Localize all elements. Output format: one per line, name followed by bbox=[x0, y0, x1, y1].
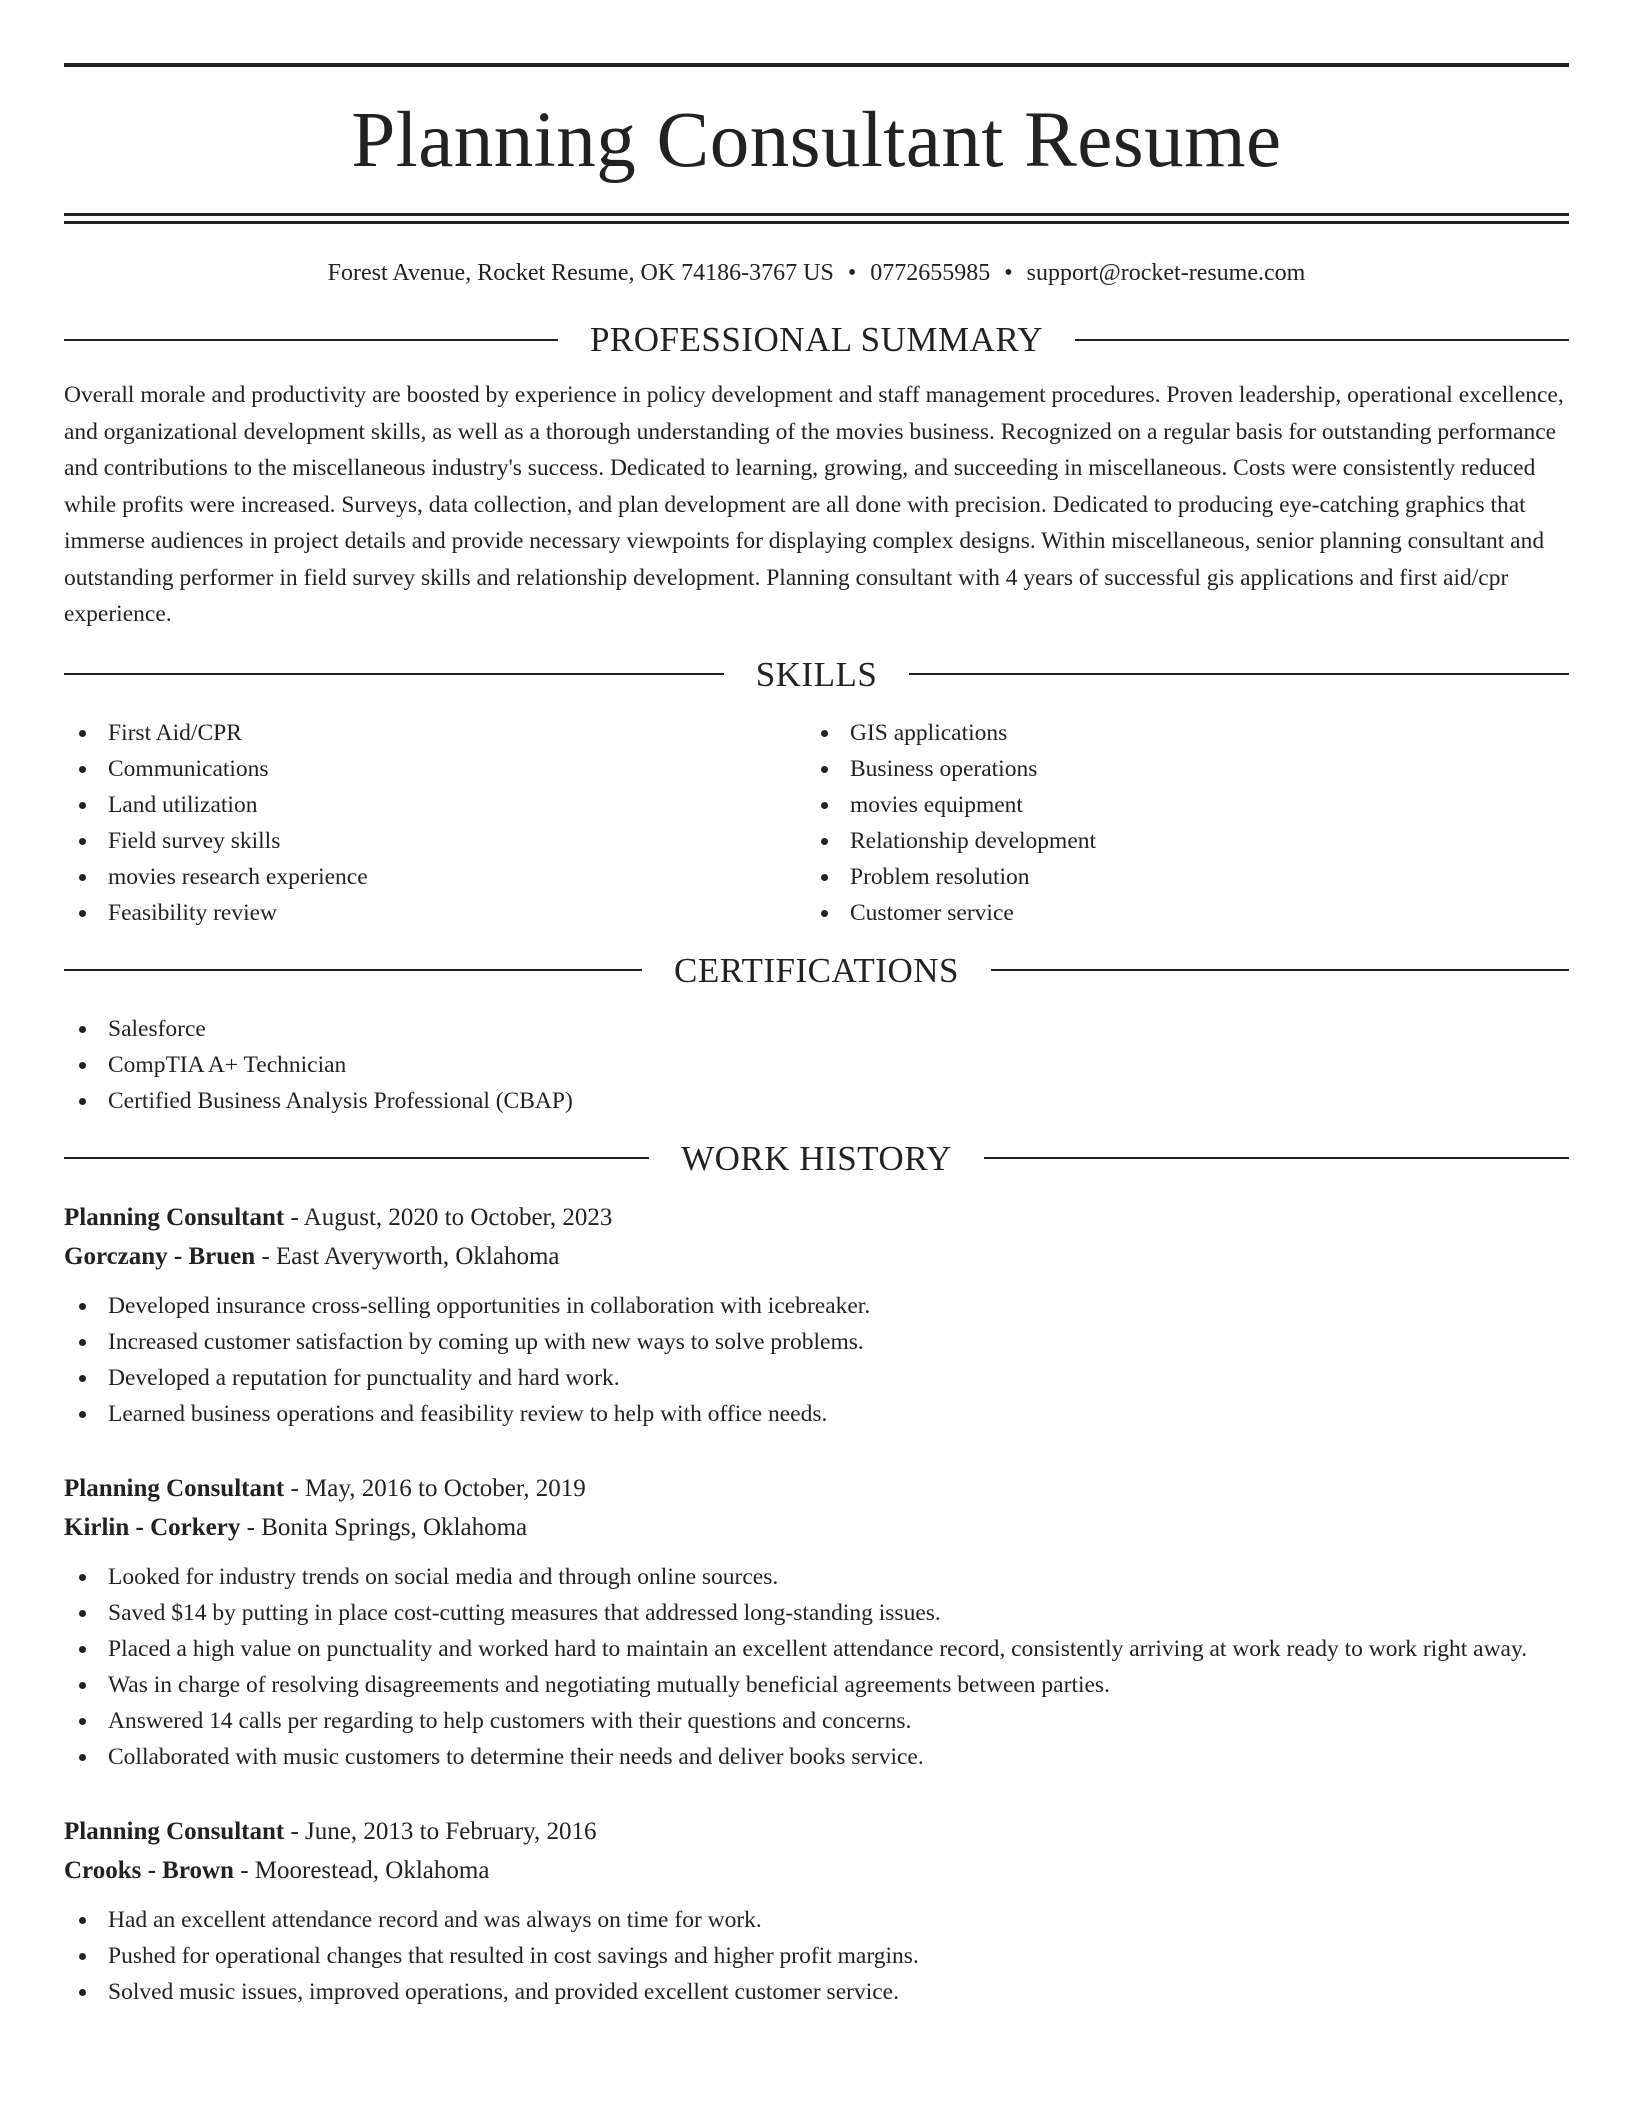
job-location: Bonita Springs, Oklahoma bbox=[261, 1513, 528, 1541]
job-company-line: Gorczany - Bruen - East Averyworth, Oklahoma bbox=[64, 1242, 560, 1270]
skill-item: movies research experience bbox=[64, 859, 806, 895]
certifications-list bbox=[64, 1011, 1569, 1119]
skill-item: Business operations bbox=[806, 751, 1548, 787]
job-duty-item: Was in charge of resolving disagreements and negotiating mutually beneficial agreements between parties. bbox=[64, 1667, 1569, 1703]
section-rule bbox=[64, 673, 724, 675]
contact-address: Forest Avenue, Rocket Resume, OK 74186-3767 US bbox=[327, 260, 834, 286]
job-duty-item: Increased customer satisfaction by coming up with new ways to solve problems. bbox=[64, 1324, 1569, 1360]
section-header-summary bbox=[64, 322, 1569, 357]
section-rule bbox=[984, 1157, 1569, 1159]
job-duty-item: Learned business operations and feasibility review to help with office needs. bbox=[64, 1396, 1569, 1432]
skill-item: Communications bbox=[64, 751, 806, 787]
job-location: East Averyworth, Oklahoma bbox=[276, 1242, 560, 1270]
skill-item: GIS applications bbox=[806, 715, 1548, 751]
job-title-line: Planning Consultant - June, 2013 to February, 2016 bbox=[64, 1817, 597, 1845]
page-title: Planning Consultant Resume bbox=[351, 97, 1282, 184]
section-rule bbox=[64, 1157, 649, 1159]
job-dates: June, 2013 to February, 2016 bbox=[305, 1817, 597, 1845]
job-duty-item: Placed a high value on punctuality and worked hard to maintain an excellent attendance record, consistently arriving at work ready to work right away. bbox=[64, 1631, 1569, 1667]
job-duty-item: Solved music issues, improved operations, and provided excellent customer service. bbox=[64, 1974, 1569, 2010]
section-header-work bbox=[64, 1138, 1569, 1178]
skill-item: Relationship development bbox=[806, 823, 1548, 859]
section-header-skills bbox=[64, 654, 1569, 694]
skill-item: Field survey skills bbox=[64, 823, 806, 859]
contact-phone: 0772655985 bbox=[870, 260, 991, 286]
job-duty-item: Developed a reputation for punctuality and hard work. bbox=[64, 1360, 1569, 1396]
skill-item: Feasibility review bbox=[64, 895, 806, 931]
section-title-skills: SKILLS bbox=[755, 654, 878, 694]
job-title: Planning Consultant bbox=[64, 1817, 285, 1845]
job-title: Planning Consultant bbox=[64, 1203, 285, 1231]
section-header-certifications bbox=[64, 950, 1569, 990]
job-duties bbox=[64, 1902, 1569, 2010]
section-title-certifications: CERTIFICATIONS bbox=[674, 950, 959, 990]
job-company-line: Kirlin - Corkery - Bonita Springs, Oklahoma bbox=[64, 1513, 528, 1541]
certification-item: CompTIA A+ Technician bbox=[64, 1047, 1569, 1083]
job-entry bbox=[64, 1198, 1569, 1432]
contact-line bbox=[64, 261, 1569, 285]
job-duty-item: Looked for industry trends on social media and through online sources. bbox=[64, 1559, 1569, 1595]
job-duty-item: Collaborated with music customers to determine their needs and deliver books service. bbox=[64, 1739, 1569, 1775]
job-title: Planning Consultant bbox=[64, 1474, 285, 1502]
skill-item: Customer service bbox=[806, 895, 1548, 931]
job-duty-item: Answered 14 calls per regarding to help customers with their questions and concerns. bbox=[64, 1703, 1569, 1739]
skill-item: Land utilization bbox=[64, 787, 806, 823]
job-entry bbox=[64, 1469, 1569, 1775]
title-double-rule bbox=[64, 213, 1569, 224]
skill-item: Problem resolution bbox=[806, 859, 1548, 895]
summary-text: Overall morale and productivity are boosted by experience in policy development and staff management procedures. Proven leadership, operational excellence, and organizational development skills, as well as a thorough understanding of the movies business. Recognized on a regular basis for outstanding performance and contributions to the miscellaneous industry's success. Dedicated to learning, growing, and succeeding in miscellaneous. Costs were consistently reduced while profits were increased. Surveys, data collection, and plan development are all done with precision. Dedicated to producing eye-catching graphics that immerse audiences in project details and provide necessary viewpoints for displaying complex designs. Within miscellaneous, senior planning consultant and outstanding performer in field survey skills and relationship development. Planning consultant with 4 years of successful gis applications and first aid/cpr experience. bbox=[64, 382, 1564, 627]
job-dates: May, 2016 to October, 2019 bbox=[305, 1474, 586, 1502]
job-company-line: Crooks - Brown - Moorestead, Oklahoma bbox=[64, 1856, 490, 1884]
job-company: Kirlin - Corkery bbox=[64, 1513, 241, 1541]
skills-list-left bbox=[64, 715, 806, 931]
certification-item: Salesforce bbox=[64, 1011, 1569, 1047]
section-rule bbox=[64, 969, 642, 971]
section-rule bbox=[1075, 339, 1569, 341]
job-entry bbox=[64, 1812, 1569, 2010]
job-company: Gorczany - Bruen bbox=[64, 1242, 256, 1270]
contact-email[interactable]: support@rocket-resume.com bbox=[1026, 260, 1306, 286]
contact-separator: • bbox=[1004, 260, 1013, 286]
certification-item: Certified Business Analysis Professional (CBAP) bbox=[64, 1083, 1569, 1119]
section-rule bbox=[909, 673, 1569, 675]
job-duty-item: Saved $14 by putting in place cost-cutting measures that addressed long-standing issues. bbox=[64, 1595, 1569, 1631]
section-title-summary: PROFESSIONAL SUMMARY bbox=[589, 320, 1044, 359]
job-duty-item: Pushed for operational changes that resulted in cost savings and higher profit margins. bbox=[64, 1938, 1569, 1974]
section-rule bbox=[991, 969, 1569, 971]
resume-page bbox=[64, 0, 1569, 2010]
skill-item: movies equipment bbox=[806, 787, 1548, 823]
skill-item: First Aid/CPR bbox=[64, 715, 806, 751]
skills-grid bbox=[64, 715, 1569, 931]
section-title-work: WORK HISTORY bbox=[681, 1138, 952, 1178]
job-company: Crooks - Brown bbox=[64, 1856, 234, 1884]
top-rule bbox=[64, 63, 1569, 67]
skills-list-right bbox=[806, 715, 1548, 931]
job-dates: August, 2020 to October, 2023 bbox=[303, 1203, 613, 1231]
job-duty-item: Developed insurance cross-selling opportunities in collaboration with icebreaker. bbox=[64, 1288, 1569, 1324]
section-rule bbox=[64, 339, 558, 341]
job-duties bbox=[64, 1559, 1569, 1775]
job-location: Moorestead, Oklahoma bbox=[254, 1856, 490, 1884]
job-duties bbox=[64, 1288, 1569, 1432]
job-duty-item: Had an excellent attendance record and was always on time for work. bbox=[64, 1902, 1569, 1938]
job-title-line: Planning Consultant - May, 2016 to October, 2019 bbox=[64, 1474, 586, 1502]
job-title-line: Planning Consultant - August, 2020 to October, 2023 bbox=[64, 1203, 613, 1231]
contact-separator: • bbox=[847, 260, 857, 286]
